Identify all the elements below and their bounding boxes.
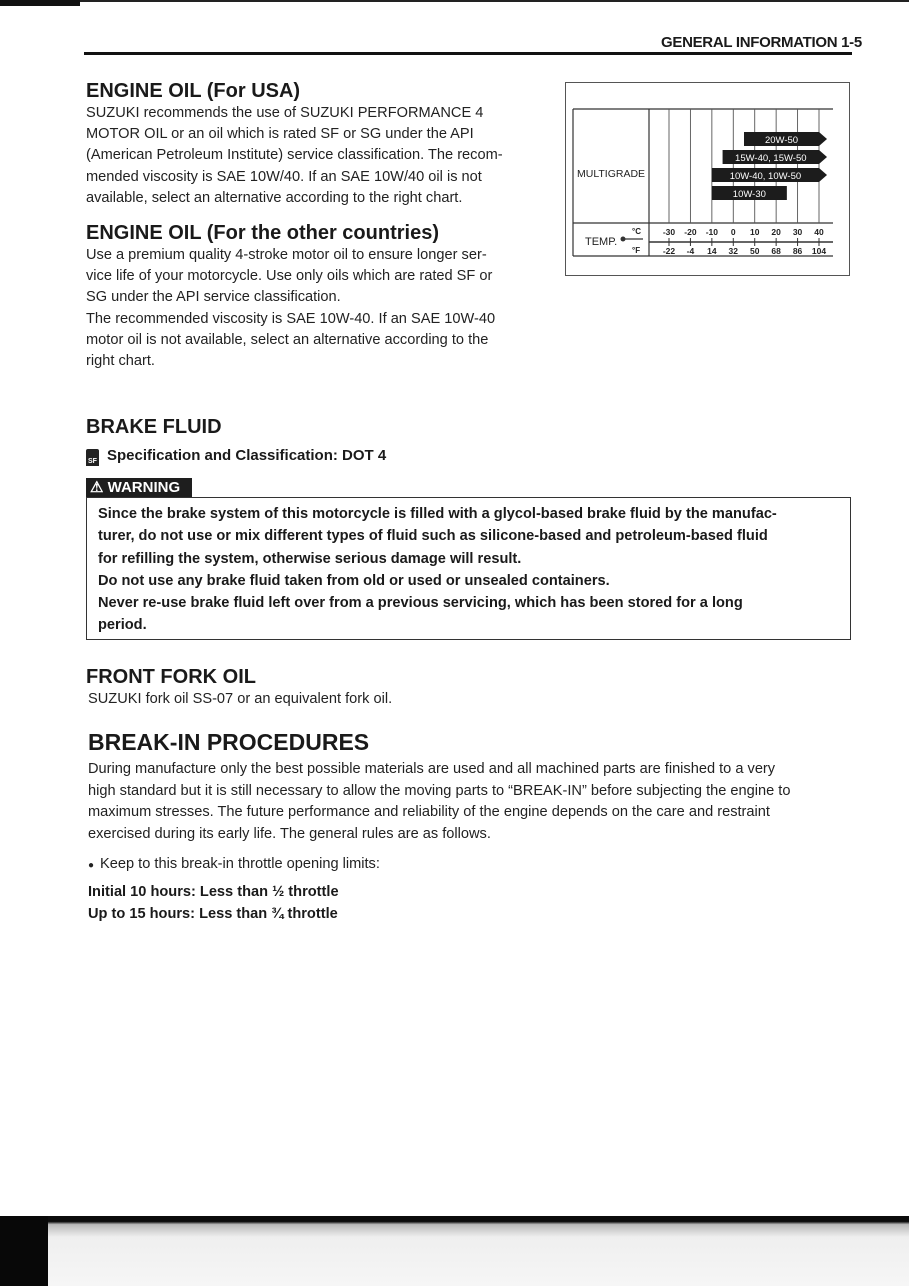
break-in-bullet [88, 854, 380, 876]
celsius-unit: °C [632, 227, 641, 236]
celsius-tick-label: -20 [684, 227, 697, 237]
warning-line: for refilling the system, otherwise serious damage will result. [98, 550, 522, 567]
text-line: mended viscosity is SAE 10W/40. If an SAE 10W/40 oil is not [86, 168, 482, 185]
text-line: exercised during its early life. The general rules are as follows. [88, 825, 491, 842]
warning-line: Since the brake system of this motorcycle is filled with a glycol-based brake fluid by the manufac- [98, 506, 777, 522]
front-fork-oil-heading: FRONT FORK OIL [86, 666, 256, 688]
viscosity-bar-label: 10W-40, 10W-50 [729, 171, 802, 182]
text-line: During manufacture only the best possible materials are used and all machined parts are finished to a very [88, 761, 776, 777]
thermometer-bulb [621, 237, 626, 242]
fahrenheit-tick-label: 86 [792, 246, 803, 256]
header-rule [84, 52, 852, 55]
text-line: vice life of your motorcycle. Use only oils which are rated SF or [86, 268, 493, 285]
viscosity-bar-label: 10W-30 [732, 189, 766, 200]
warning-line: Never re-use brake fluid left over from a previous servicing, which has been stored for a long [98, 595, 743, 612]
oil-can-icon: SF [86, 449, 99, 466]
page-top-edge [0, 0, 909, 2]
fahrenheit-tick-label: 14 [707, 246, 717, 256]
bullet-dot: ● [88, 860, 95, 871]
warning-triangle-icon: ⚠ [90, 479, 104, 496]
text-line: available, select an alternative according to the right chart. [86, 189, 463, 206]
rule-line: Up to 15 hours: Less than ¾ throttle [88, 906, 338, 922]
brake-fluid-heading: BRAKE FLUID [86, 416, 222, 438]
warning-line: period. [98, 617, 147, 634]
celsius-tick-label: 20 [771, 227, 781, 237]
text-line: high standard but it is still necessary to allow the moving parts to “BREAK-IN” before subjecting the engine to [88, 782, 791, 799]
spec-text: Specification and Classification: DOT 4 [107, 447, 387, 464]
scan-bottom-edge [0, 1216, 909, 1286]
break-in-text [88, 759, 853, 845]
break-in-heading: BREAK-IN PROCEDURES [88, 729, 370, 755]
engine-oil-other-text [86, 245, 540, 372]
engine-oil-usa-text [86, 103, 540, 209]
fahrenheit-tick-label: 104 [811, 246, 827, 256]
fahrenheit-tick-label: 32 [728, 246, 739, 256]
fahrenheit-tick-label: 68 [771, 246, 781, 256]
fahrenheit-tick-label: 50 [749, 246, 760, 256]
front-fork-oil-text: SUZUKI fork oil SS-07 or an equivalent fork oil. [88, 691, 393, 707]
celsius-tick-label: 30 [792, 227, 803, 237]
celsius-tick-label: 10 [749, 227, 760, 237]
chart-axis-label: TEMP. [585, 236, 618, 248]
chart-bars [712, 132, 827, 200]
text-line: maximum stresses. The future performance and reliability of the engine depends on the care and restraint [88, 804, 770, 821]
viscosity-chart [565, 82, 850, 276]
celsius-tick-label: -10 [705, 227, 719, 237]
scan-corner-shadow [0, 1216, 48, 1286]
warning-line: Do not use any brake fluid taken from old or used or unsealed containers. [98, 572, 610, 589]
engine-oil-other-heading: ENGINE OIL (For the other countries) [86, 222, 439, 244]
brake-fluid-spec [86, 447, 386, 466]
text-line: The recommended viscosity is SAE 10W-40. If an SAE 10W-40 [86, 310, 496, 327]
viscosity-bar-label: 15W-40, 15W-50 [735, 153, 807, 164]
engine-oil-usa-heading: ENGINE OIL (For USA) [86, 80, 301, 102]
celsius-tick-label: -30 [662, 227, 676, 237]
text-line: motor oil is not available, select an alternative according to the [86, 331, 489, 348]
celsius-tick-label: 40 [814, 227, 824, 237]
rule-line: Initial 10 hours: Less than ½ throttle [88, 884, 339, 900]
warning-badge [86, 478, 192, 497]
text-line: SUZUKI recommends the use of SUZUKI PERFORMANCE 4 [86, 105, 484, 121]
viscosity-bar-label: 20W-50 [764, 135, 799, 146]
bullet-text: Keep to this break-in throttle opening limits: [100, 856, 380, 872]
fahrenheit-tick-label: -4 [686, 246, 695, 256]
text-line: SG under the API service classification. [86, 289, 341, 306]
chart-row-label: MULTIGRADE [577, 168, 646, 180]
break-in-rules [88, 881, 339, 925]
fahrenheit-tick-label: -22 [662, 246, 676, 256]
warning-label: WARNING [107, 479, 181, 496]
celsius-tick-label: 0 [730, 227, 736, 237]
text-line: MOTOR OIL or an oil which is rated SF or SG under the API [86, 126, 474, 143]
warning-text [98, 503, 837, 637]
text-line: (American Petroleum Institute) service classification. The recom- [86, 147, 503, 164]
text-line: right chart. [86, 353, 155, 370]
warning-line: turer, do not use or mix different types of fluid such as silicone-based and petroleum-based fluid [98, 528, 768, 545]
scan-edge-mark [0, 0, 80, 6]
page-header: GENERAL INFORMATION 1-5 [661, 34, 862, 51]
text-line: Use a premium quality 4-stroke motor oil to ensure longer ser- [86, 247, 487, 263]
fahrenheit-unit: °F [632, 246, 641, 255]
